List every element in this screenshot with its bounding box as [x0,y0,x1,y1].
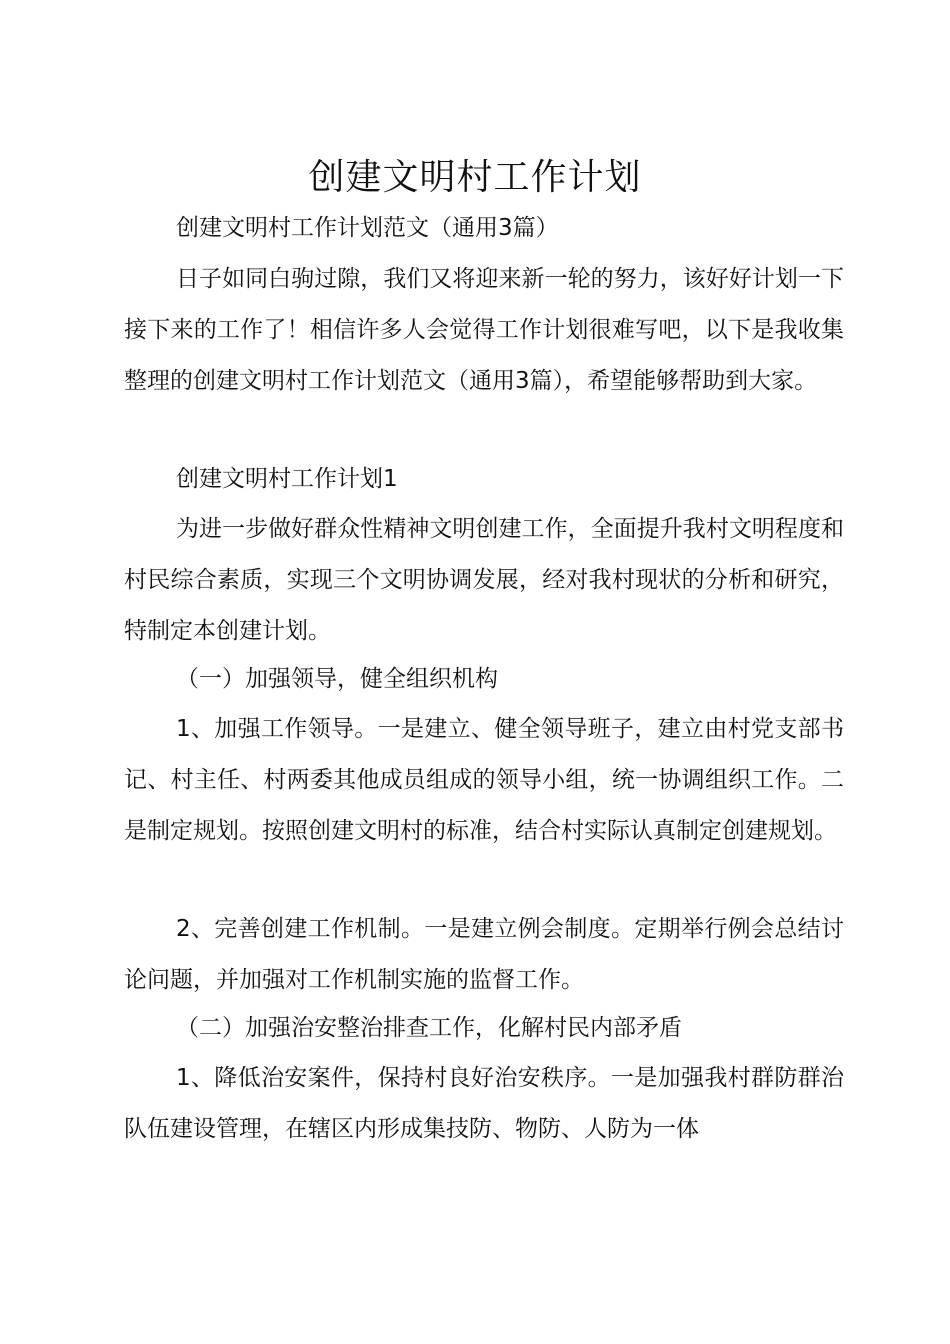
paragraph-1: 为进一步做好群众性精神文明创建工作，全面提升我村文明程度和村民综合素质，实现三个文明协调发展，经对我村现状的分析和研究，特制定本创建计划。 [124,516,844,644]
section-heading: 创建文明村工作计划1 [176,466,398,492]
document-title: 创建文明村工作计划 [308,157,642,198]
document-subtitle: 创建文明村工作计划范文（通用3篇） [176,215,559,241]
heading-1: （一）加强领导，健全组织机构 [176,666,498,692]
item-1-2: 2、完善创建工作机制。一是建立例会制度。定期举行例会总结讨论问题，并加强对工作机制实施的监督工作。 [124,916,844,993]
heading-2: （二）加强治安整治排查工作，化解村民内部矛盾 [176,1015,682,1041]
item-2-1: 1、降低治安案件，保持村良好治安秩序。一是加强我村群防群治队伍建设管理，在辖区内形成集技防、物防、人防为一体 [124,1065,844,1142]
item-1-1: 1、加强工作领导。一是建立、健全领导班子，建立由村党支部书记、村主任、村两委其他成员组成的领导小组，统一协调组织工作。二是制定规划。按照创建文明村的标准，结合村实际认真制定创建规划。 [124,716,844,844]
intro-paragraph: 日子如同白驹过隙，我们又将迎来新一轮的努力，该好好计划一下接下来的工作了！相信许多人会觉得工作计划很难写吧，以下是我收集整理的创建文明村工作计划范文（通用3篇），希望能够帮助到大家。 [124,266,844,394]
